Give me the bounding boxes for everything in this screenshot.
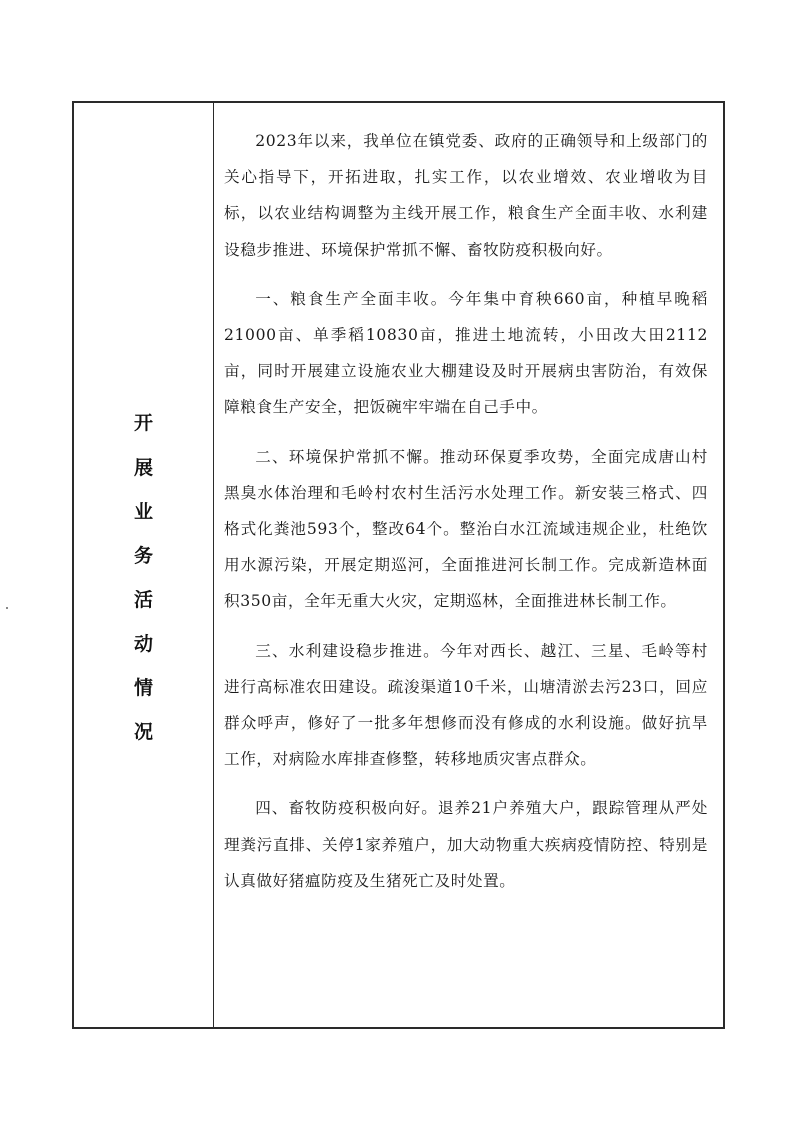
section-label-char: 情 [133, 677, 153, 699]
environmental-protection-paragraph: 二、环境保护常抓不懈。推动环保夏季攻势，全面完成唐山村黑臭水体治理和毛岭村农村生活污水处理工作。新安装三格式、四格式化粪池593个，整改64个。整治白水江流域违规企业，杜绝饮用水源污染，开展定期巡河，全面推进河长制工作。完成新造林面积350亩，全年无重大火灾，定期巡林，全面推进林长制工作。 [224, 447, 708, 611]
water-conservancy-paragraph: 三、水利建设稳步推进。今年对西长、越江、三星、毛岭等村进行高标准农田建设。疏浚渠道10千米，山塘清淤去污23口，回应群众呼声，修好了一批多年想修而没有修成的水利设施。做好抗旱工作，对病险水库排查修整，转移地质灾害点群众。 [224, 641, 708, 769]
section-label-char: 动 [133, 633, 153, 655]
intro-paragraph: 2023年以来，我单位在镇党委、政府的正确领导和上级部门的关心指导下，开拓进取，扎实工作，以农业增效、农业增收为目标，以农业结构调整为主线开展工作，粮食生产全面丰收、水利建设稳步推进、环境保护常抓不懈、畜牧防疫积极向好。 [224, 132, 708, 259]
section-label-char: 务 [133, 545, 153, 567]
report-table [72, 101, 725, 1029]
section-label-char: 况 [133, 721, 153, 743]
section-label-char: 活 [133, 589, 153, 611]
section-label-char: 开 [133, 412, 153, 434]
section-label-cell [74, 103, 213, 1027]
grain-production-paragraph: 一、粮食生产全面丰收。今年集中育秧660亩，种植早晚稻21000亩、单季稻10830亩，推进土地流转，小田改大田2112亩，同时开展建立设施农业大棚建设及时开展病虫害防治，有效保障粮食生产安全，把饭碗牢牢端在自己手中。 [224, 289, 708, 417]
activity-content-cell [224, 123, 708, 912]
livestock-epidemic-paragraph: 四、畜牧防疫积极向好。退养21户养殖大户，跟踪管理从严处理粪污直排、关停1家养殖户，加大动物重大疾病疫情防控、特别是认真做好猪瘟防疫及生猪死亡及时处置。 [224, 799, 708, 890]
scan-artifact [6, 607, 8, 609]
section-label-char: 业 [133, 501, 153, 523]
column-divider [213, 103, 214, 1027]
section-label-char: 展 [133, 457, 153, 479]
